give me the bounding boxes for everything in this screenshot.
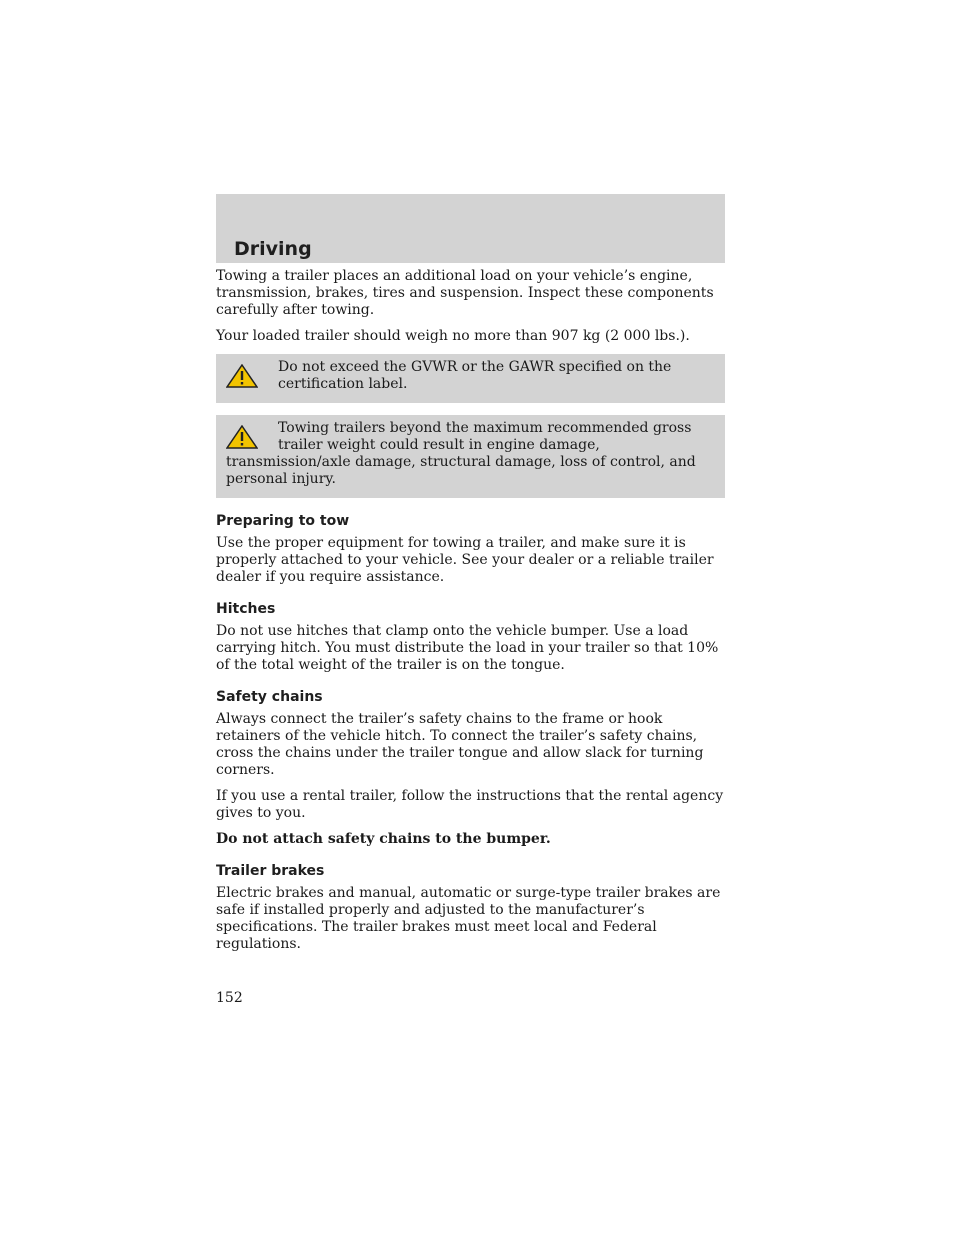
intro-paragraph-2: Your loaded trailer should weigh no more than 907 kg (2 000 lbs.). bbox=[216, 328, 690, 344]
heading-safety-chains: Safety chains bbox=[216, 689, 323, 705]
warning-triangle-icon bbox=[226, 425, 258, 449]
warning-text-2: Towing trailers beyond the maximum recommended gross trailer weight could result in engine damage, transmission/axle damage, structural damage, loss of control, and personal injury. bbox=[226, 420, 696, 487]
section-header bbox=[216, 194, 725, 263]
page-number: 152 bbox=[216, 990, 243, 1006]
section-title: Driving bbox=[234, 238, 312, 260]
safety-chains-paragraph-2: If you use a rental trailer, follow the instructions that the rental agency gives to you. bbox=[216, 788, 724, 821]
hitches-paragraph: Do not use hitches that clamp onto the vehicle bumper. Use a load carrying hitch. You must distribute the load in your trailer so that 10% of the total weight of the trailer is on the tongue. bbox=[216, 623, 719, 673]
trailer-brakes-paragraph: Electric brakes and manual, automatic or surge-type trailer brakes are safe if installed properly and adjusted to the manufacturer’s specifications. The trailer brakes must meet local and Federal regulations. bbox=[216, 885, 721, 952]
preparing-paragraph: Use the proper equipment for towing a trailer, and make sure it is properly attached to your vehicle. See your dealer or a reliable trailer dealer if you require assistance. bbox=[216, 535, 714, 585]
safety-chains-paragraph-1: Always connect the trailer’s safety chains to the frame or hook retainers of the vehicle hitch. To connect the trailer’s safety chains, cross the chains under the trailer tongue and allow slack for turning corners. bbox=[216, 711, 704, 778]
warning-triangle-icon bbox=[226, 364, 258, 388]
heading-hitches: Hitches bbox=[216, 601, 276, 617]
warning-text-1: Do not exceed the GVWR or the GAWR specified on the certification label. bbox=[278, 359, 672, 392]
intro-paragraph-1: Towing a trailer places an additional load on your vehicle’s engine, transmission, brakes, tires and suspension. Inspect these components carefully after towing. bbox=[216, 268, 714, 318]
warning-box-1 bbox=[216, 354, 725, 403]
heading-trailer-brakes: Trailer brakes bbox=[216, 863, 325, 879]
safety-chains-warning-text: Do not attach safety chains to the bumper. bbox=[216, 831, 551, 847]
page-content bbox=[216, 268, 725, 962]
warning-box-2 bbox=[216, 415, 725, 498]
heading-preparing-to-tow: Preparing to tow bbox=[216, 513, 350, 529]
